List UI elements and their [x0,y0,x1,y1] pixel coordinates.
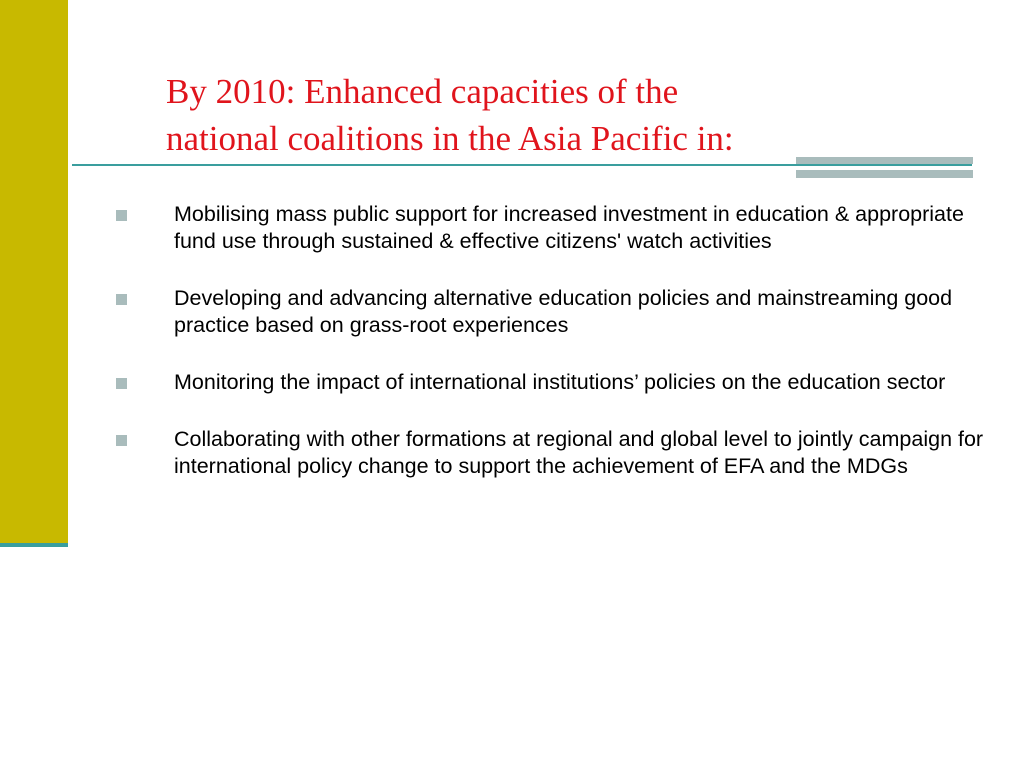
title-divider-line [72,164,972,166]
bullet-text: Developing and advancing alternative education policies and mainstreaming good practice based on grass-root experiences [174,286,953,337]
bullet-text: Collaborating with other formations at regional and global level to jointly campaign for international policy change to support the achievement of EFA and the MDGs [174,427,984,478]
title-accent-bar-bottom [796,170,973,178]
bullet-list [114,201,994,510]
square-bullet-icon [116,210,127,221]
bullet-item [114,201,994,255]
square-bullet-icon [116,378,127,389]
slide-title [166,68,966,162]
bullet-item [114,285,994,339]
slide-title-line-1: By 2010: Enhanced capacities of the [166,72,679,111]
square-bullet-icon [116,435,127,446]
square-bullet-icon [116,294,127,305]
left-decorative-bar [0,0,68,545]
bullet-text: Monitoring the impact of international institutions’ policies on the education sector [174,370,946,394]
bullet-text: Mobilising mass public support for increased investment in education & appropriate fund use through sustained & effective citizens' watch activities [174,202,964,253]
left-bar-underline [0,543,68,547]
slide-title-line-2: national coalitions in the Asia Pacific in: [166,119,734,158]
bullet-item [114,426,994,480]
bullet-item [114,369,994,396]
title-accent-bar-top [796,157,973,164]
